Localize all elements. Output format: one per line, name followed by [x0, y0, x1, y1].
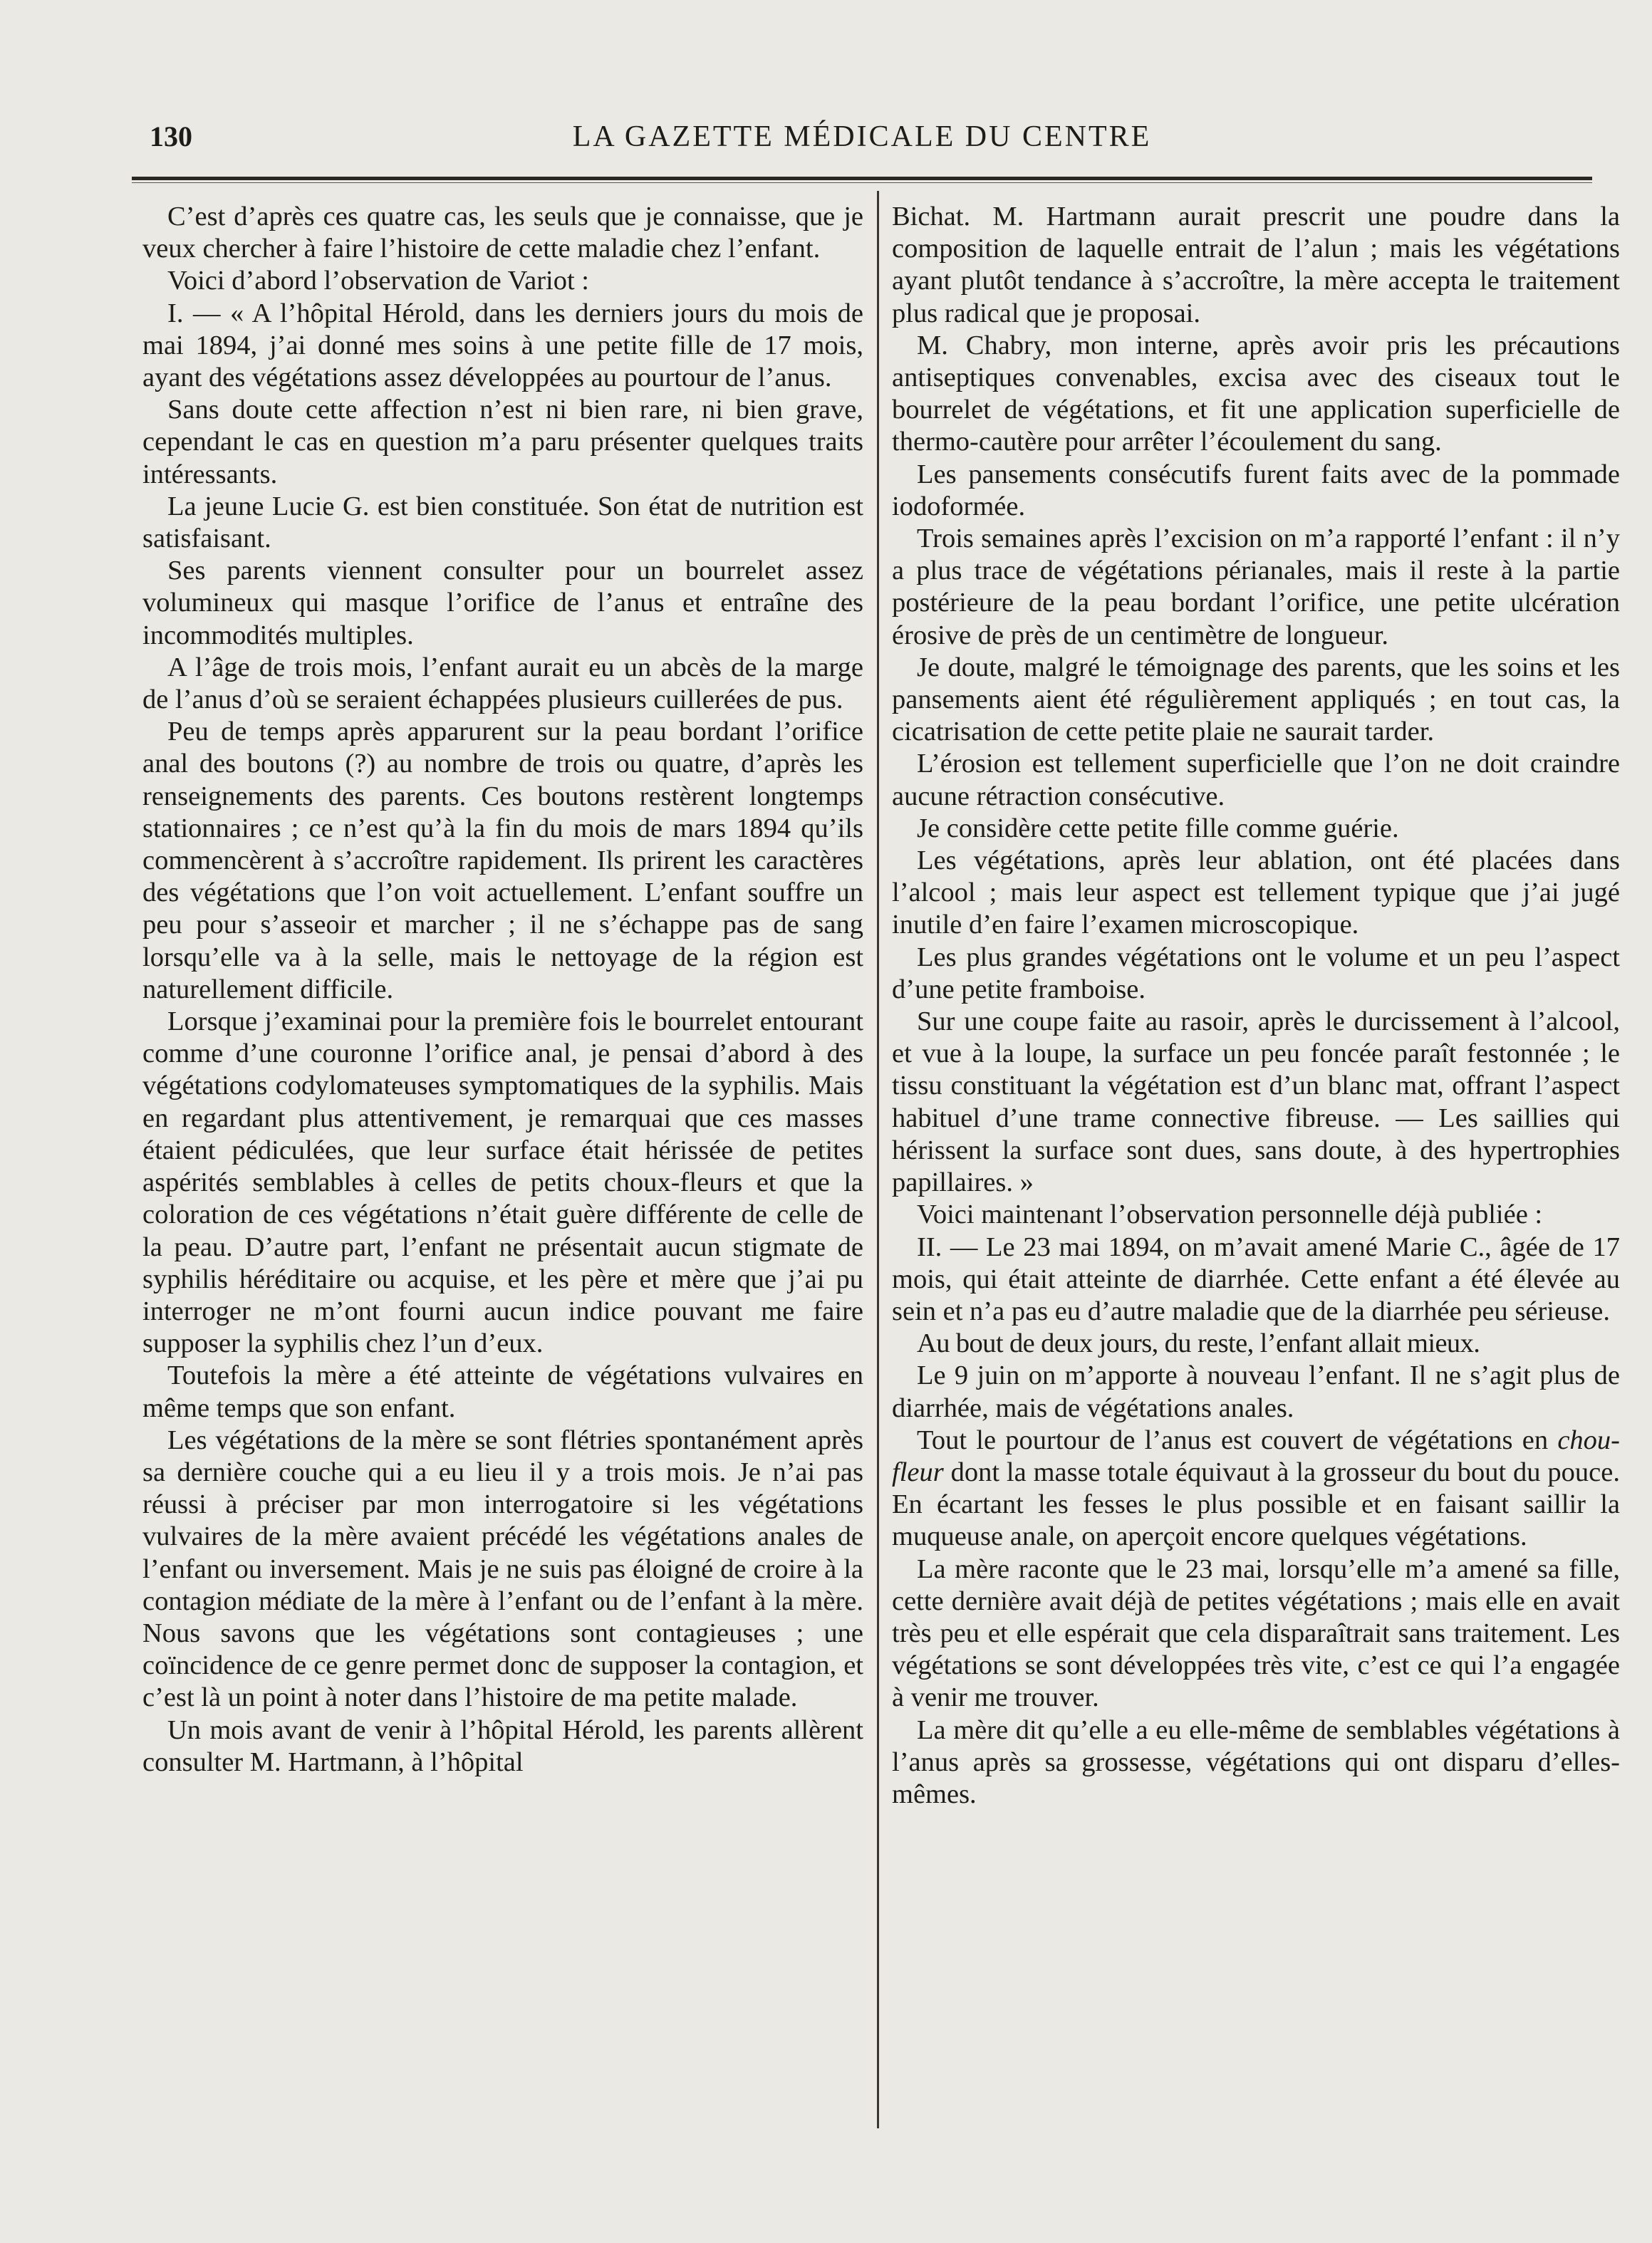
- paragraph: Lorsque j’examinai pour la première fois le bourrelet entourant comme d’une couronne l’orifice anal, je pensai d’abord à des végétations codylomateuses symptomatiques de la syphilis. Mais en regardant plus attentivement, je remarquai que ces masses étaient pédiculées, que leur surface était hérissée de petites aspérités semblables à celles de petits choux-fleurs et que la coloration de ces végétations n’était guère différente de celle de la peau. D’autre part, l’enfant ne présentait aucun stigmate de syphilis héréditaire ou acquise, et les père et mère que j’ai pu interroger ne m’ont fourni aucun indice pouvant me faire supposer la syphilis chez l’un d’eux.: [142, 1006, 863, 1359]
- paragraph: C’est d’après ces quatre cas, les seuls que je connaisse, que je veux chercher à faire l’histoire de cette maladie chez l’enfant.: [142, 202, 863, 264]
- paragraph: Sur une coupe faite au rasoir, après le durcissement à l’alcool, et vue à la loupe, la surface un peu foncée paraît festonnée ; le tissu constituant la végétation est d’un blanc mat, offrant l’aspect habituel d’une trame connective fibreuse. — Les saillies qui hérissent la surface sont dues, sans doute, à des hypertrophies papillaires. »: [892, 1006, 1620, 1198]
- italic-term: chou-fleur: [892, 1425, 1620, 1487]
- paragraph: La jeune Lucie G. est bien constituée. Son état de nutrition est satisfaisant.: [142, 491, 863, 554]
- paragraph-text: dont la masse totale équivaut à la grosseur du bout du pouce. En écartant les fesses le plus possible et en faisant saillir la muqueuse anale, on aperçoit encore quelques végétations.: [892, 1457, 1620, 1552]
- paragraph: Le 9 juin on m’apporte à nouveau l’enfant. Il ne s’agit plus de diarrhée, mais de végétations anales.: [892, 1360, 1620, 1423]
- paragraph: I. — « A l’hôpital Hérold, dans les derniers jours du mois de mai 1894, j’ai donné mes soins à une petite fille de 17 mois, ayant des végétations assez développées au pourtour de l’anus.: [142, 298, 863, 393]
- paragraph: M. Chabry, mon interne, après avoir pris les précautions antiseptiques convenables, excisa avec des ciseaux tout le bourrelet de végétations, et fit une application superficielle de thermo-cautère pour arrêter l’écoulement du sang.: [892, 330, 1620, 457]
- paragraph: Les pansements consécutifs furent faits avec de la pommade iodoformée.: [892, 459, 1620, 521]
- paragraph: Peu de temps après apparurent sur la peau bordant l’orifice anal des boutons (?) au nombre de trois ou quatre, d’après les renseignements des parents. Ces boutons restèrent longtemps stationnaires ; ce n’est qu’à la fin du mois de mars 1894 qu’ils commencèrent à s’accroître rapidement. Ils prirent les caractères des végétations que l’on voit actuellement. L’enfant souffre un peu pour s’asseoir et marcher ; il ne s’échappe pas de sang lorsqu’elle va à la selle, mais le nettoyage de la région est naturellement difficile.: [142, 717, 863, 1004]
- journal-title: LA GAZETTE MÉDICALE DU CENTRE: [572, 120, 1152, 153]
- paragraph: Les végétations de la mère se sont flétries spontanément après sa dernière couche qui a eu lieu il y a trois mois. Je n’ai pas réussi à préciser par mon interrogatoire si les végétations vulvaires de la mère avaient précédé les végétations anales de l’enfant ou inversement. Mais je ne suis pas éloigné de croire à la contagion médiate de la mère à l’enfant ou de l’enfant à la mère. Nous savons que les végétations sont contagieuses ; une coïncidence de ce genre permet donc de supposer la contagion, et c’est là un point à noter dans l’histoire de ma petite malade.: [142, 1425, 863, 1713]
- right-column: [892, 201, 1620, 1811]
- paragraph: Je considère cette petite fille comme guérie.: [917, 813, 1399, 843]
- paragraph: Je doute, malgré le témoignage des parents, que les soins et les pansements aient été régulièrement appliqués ; en tout cas, la cicatrisation de cette petite plaie ne saurait tarder.: [892, 652, 1620, 747]
- paragraph: Voici d’abord l’observation de Variot :: [167, 266, 589, 296]
- paragraph: Toutefois la mère a été atteinte de végétations vulvaires en même temps que son enfant.: [142, 1360, 863, 1423]
- page-header: [135, 120, 1589, 162]
- paragraph: Au bout de deux jours, du reste, l’enfant allait mieux.: [917, 1328, 1480, 1359]
- header-rule-thin: [132, 182, 1592, 183]
- paragraph: II. — Le 23 mai 1894, on m’avait amené Marie C., âgée de 17 mois, qui était atteinte de diarrhée. Cette enfant a été élevée au sein et n’a pas eu d’autre maladie que de la diarrhée peu sérieuse.: [892, 1232, 1620, 1326]
- page-number: 130: [150, 120, 192, 152]
- paragraph: Bichat. M. Hartmann aurait prescrit une poudre dans la composition de laquelle entrait de l’alun ; mais les végétations ayant plutôt tendance à s’accroître, la mère accepta le traitement plus radical que je proposai.: [892, 202, 1620, 328]
- paragraph: Voici maintenant l’observation personnelle déjà publiée :: [917, 1199, 1543, 1230]
- paragraph: La mère dit qu’elle a eu elle-même de semblables végétations à l’anus après sa grossesse, végétations qui ont disparu d’elles-mêmes.: [892, 1714, 1620, 1809]
- paragraph-text: Tout le pourtour de l’anus est couvert de végétations en: [917, 1425, 1558, 1455]
- paragraph: A l’âge de trois mois, l’enfant aurait eu un abcès de la marge de l’anus d’où se seraient échappées plusieurs cuillerées de pus.: [142, 652, 863, 715]
- paragraph: [892, 1425, 1620, 1554]
- paragraph: La mère raconte que le 23 mai, lorsqu’elle m’a amené sa fille, cette dernière avait déjà de petites végétations ; mais elle en avait très peu et elle espérait que cela disparaîtrait sans traitement. Les végétations se sont développées très vite, c’est ce qui l’a engagée à venir me trouver.: [892, 1554, 1620, 1713]
- paragraph: L’érosion est tellement superficielle que l’on ne doit craindre aucune rétraction consécutive.: [892, 749, 1620, 811]
- header-rule: [132, 177, 1592, 180]
- column-divider: [877, 191, 879, 2128]
- paragraph: Les plus grandes végétations ont le volume et un peu l’aspect d’une petite framboise.: [892, 942, 1620, 1004]
- paragraph: Trois semaines après l’excision on m’a rapporté l’enfant : il n’y a plus trace de végétations périanales, mais il reste à la partie postérieure de la peau bordant l’orifice, une petite ulcération érosive de près de un centimètre de longueur.: [892, 524, 1620, 650]
- paragraph: Un mois avant de venir à l’hôpital Hérold, les parents allèrent consulter M. Hartmann, à l’hôpital: [142, 1714, 863, 1777]
- paragraph: Sans doute cette affection n’est ni bien rare, ni bien grave, cependant le cas en question m’a paru présenter quelques traits intéressants.: [142, 395, 863, 489]
- paragraph: Ses parents viennent consulter pour un bourrelet assez volumineux qui masque l’orifice de l’anus et entraîne des incommodités multiples.: [142, 556, 863, 650]
- left-column: [142, 201, 863, 1779]
- paragraph: Les végétations, après leur ablation, ont été placées dans l’alcool ; mais leur aspect est tellement typique que j’ai jugé inutile d’en faire l’examen microscopique.: [892, 845, 1620, 940]
